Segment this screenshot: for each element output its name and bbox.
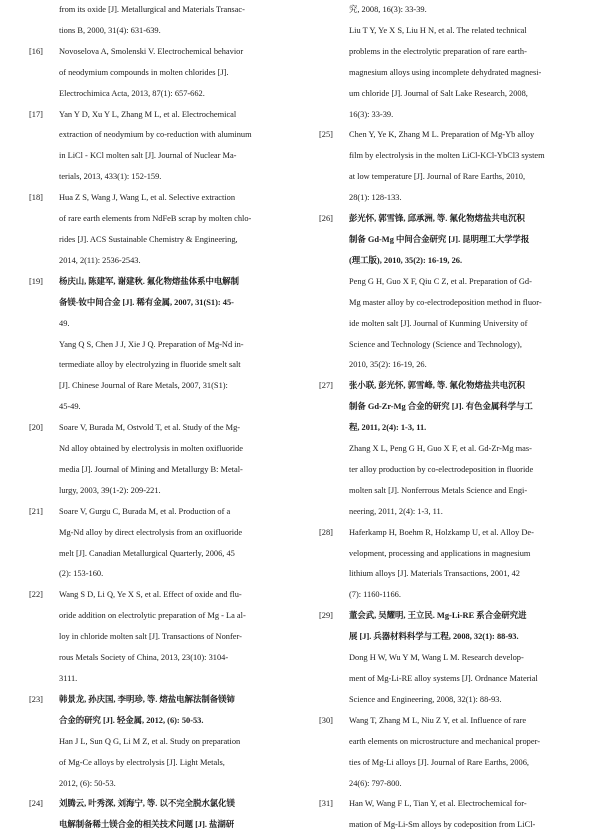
reference-line: Liu T Y, Ye X S, Liu H N, et al. The related technical [349, 25, 527, 35]
reference-entry [27, 42, 289, 105]
reference-line: Soare V, Gurgu C, Burada M, et al. Production of a [59, 506, 231, 516]
reference-entry [27, 690, 289, 795]
reference-number: [28] [319, 527, 333, 537]
reference-line: film by electrolysis in the molten LiCl-KCl-YbCl3 system [349, 151, 545, 161]
reference-line: (7): 1160-1166. [349, 590, 401, 600]
reference-number: [20] [29, 423, 43, 433]
reference-line: Dong H W, Wu Y M, Wang L M. Research develop- [349, 653, 524, 663]
reference-line: Mg master alloy by co-electrodeposition method in fluor- [349, 297, 542, 307]
reference-line: termediate alloy by electrolyzing in fluoride smelt salt [59, 360, 241, 370]
reference-line: 16(3): 33-39. [349, 109, 394, 119]
reference-number: [16] [29, 46, 43, 56]
reference-line: Science and Engineering, 2008, 32(1): 88-93. [349, 694, 502, 704]
reference-line: Wang T, Zhang M L, Niu Z Y, et al. Influence of rare [349, 715, 527, 725]
reference-entry [317, 711, 579, 795]
reference-line: 49. [59, 318, 70, 328]
reference-line: Yan Y D, Xu Y L, Zhang M L, et al. Electrochemical [59, 109, 237, 119]
reference-line: Nd alloy obtained by electrolysis in molten oxifluoride [59, 444, 243, 454]
reference-line: 24(6): 797-800. [349, 778, 402, 788]
reference-line: 备镁-钕中间合金 [J]. 稀有金属, 2007, 31(S1): 45- [59, 297, 234, 307]
reference-line: 展 [J]. 兵器材料科学与工程, 2008, 32(1): 88-93. [349, 632, 519, 642]
reference-line: Haferkamp H, Boehm R, Holzkamp U, et al. Alloy De- [349, 527, 534, 537]
reference-entry [317, 0, 579, 125]
reference-entry [27, 0, 289, 42]
reference-entry [317, 794, 579, 836]
reference-line: of rare earth elements from NdFeB scrap by molten chlo- [59, 214, 252, 224]
reference-line: 制备 Gd-Mg 中间合金研究 [J]. 昆明理工大学学报 [349, 234, 530, 244]
reference-entry [317, 376, 579, 522]
reference-line: Zhang X L, Peng G H, Guo X F, et al. Gd-Zr-Mg mas- [349, 444, 532, 454]
reference-line: of neodymium compounds in molten chlorides [J]. [59, 67, 229, 77]
reference-number: [17] [29, 109, 43, 119]
reference-line: Peng G H, Guo X F, Qiu C Z, et al. Preparation of Gd- [349, 276, 532, 286]
reference-line: oride addition on electrolytic preparation of Mg - La al- [59, 611, 246, 621]
reference-line: 究, 2008, 16(3): 33-39. [349, 5, 427, 14]
reference-line: of Mg-Ce alloys by electrolysis [J]. Light Metals, [59, 757, 225, 767]
reference-line: 2014, 2(11): 2536-2543. [59, 255, 141, 265]
reference-line: (理工版), 2010, 35(2): 16-19, 26. [349, 255, 463, 265]
reference-line: Science and Technology (Science and Technology), [349, 339, 522, 349]
reference-line: [J]. Chinese Journal of Rare Metals, 2007, 31(S1): [59, 381, 228, 391]
reference-line: velopment, processing and applications in magnesium [349, 548, 531, 558]
reference-number: [19] [29, 276, 43, 286]
reference-line: Electrochimica Acta, 2013, 87(1): 657-662. [59, 88, 205, 98]
reference-line: rides [J]. ACS Sustainable Chemistry & Engineering, [59, 234, 238, 244]
reference-number: [30] [319, 715, 333, 725]
reference-line: lithium alloys [J]. Materials Transactions, 2001, 42 [349, 569, 520, 579]
reference-line: (2): 153-160. [59, 569, 104, 579]
reference-line: lurgy, 2003, 39(1-2): 209-221. [59, 485, 161, 495]
reference-line: 28(1): 128-133. [349, 193, 402, 203]
reference-number: [22] [29, 590, 43, 600]
reference-line: Hua Z S, Wang J, Wang L, et al. Selective extraction [59, 193, 236, 203]
reference-line: 董会武, 吴耀明, 王立民. Mg-Li-RE 系合金研究进 [349, 611, 527, 621]
reference-line: in LiCl - KCl molten salt [J]. Journal of Nuclear Ma- [59, 151, 237, 161]
reference-line: media [J]. Journal of Mining and Metallurgy B: Metal- [59, 464, 243, 474]
reference-line: ment of Mg-Li-RE alloy systems [J]. Ordnance Material [349, 674, 538, 683]
reference-line: ties of Mg-Li alloys [J]. Journal of Rare Earths, 2006, [349, 757, 530, 767]
reference-line: 2010, 35(2): 16-19, 26. [349, 360, 427, 370]
reference-number: [23] [29, 694, 43, 704]
reference-entry [27, 585, 289, 690]
reference-line: 刘腾云, 叶秀深, 刘海宁, 等. 以不完全脱水氯化镁 [59, 799, 235, 809]
reference-line: Yang Q S, Chen J J, Xie J Q. Preparation of Mg-Nd in- [59, 339, 244, 349]
reference-line: molten salt [J]. Nonferrous Metals Science and Engi- [349, 485, 528, 495]
reference-line: from its oxide [J]. Metallurgical and Materials Transac- [59, 5, 245, 14]
reference-line: loy in chloride molten salt [J]. Transactions of Nonfer- [59, 632, 242, 642]
reference-line: extraction of neodymium by co-reduction with aluminum [59, 130, 252, 140]
reference-line: 程, 2011, 2(4): 1-3, 11. [349, 423, 427, 433]
reference-line: 张小联, 彭光怀, 郭雪峰, 等. 氟化物熔盐共电沉积 [349, 381, 525, 391]
reference-number: [25] [319, 130, 333, 140]
reference-line: terials, 2013, 433(1): 152-159. [59, 172, 162, 182]
reference-line: earth elements on microstructure and mechanical proper- [349, 736, 540, 746]
reference-line: Wang S D, Li Q, Ye X S, et al. Effect of oxide and flu- [59, 590, 242, 600]
reference-entry [27, 188, 289, 272]
reference-line: problems in the electrolytic preparation of rare earth- [349, 46, 527, 56]
reference-line: Soare V, Burada M, Ostvold T, et al. Study of the Mg- [59, 423, 241, 433]
reference-line: 2012, (6): 50-53. [59, 778, 116, 788]
reference-entry [27, 794, 289, 836]
reference-line: melt [J]. Canadian Metallurgical Quarterly, 2006, 45 [59, 548, 235, 558]
reference-entry [317, 523, 579, 607]
reference-line: 韩景龙, 孙庆国, 李明珍, 等. 熔盐电解法制备镁铈 [59, 694, 235, 704]
reference-line: ter alloy production by co-electrodeposition in fluoride [349, 464, 534, 474]
reference-line: 杨庆山, 陈建军, 谢建秋. 氟化物熔盐体系中电解制 [59, 276, 240, 286]
reference-entry [27, 418, 289, 502]
reference-line: Han J L, Sun Q G, Li M Z, et al. Study on preparation [59, 736, 241, 746]
reference-line: 45-49. [59, 402, 81, 412]
reference-entry [317, 606, 579, 711]
reference-line: magnesium alloys using incomplete dehydrated magnesi- [349, 67, 542, 77]
reference-line: 3111. [59, 674, 78, 683]
reference-number: [24] [29, 799, 43, 809]
reference-number: [26] [319, 214, 333, 224]
reference-number: [27] [319, 381, 333, 391]
reference-line: tions B, 2000, 31(4): 631-639. [59, 25, 161, 35]
reference-line: 彭光怀, 郭雪锋, 邱承洲, 等. 氟化物熔盐共电沉积 [349, 214, 525, 224]
reference-line: Chen Y, Ye K, Zhang M L. Preparation of Mg-Yb alloy [349, 130, 535, 140]
reference-entry [27, 502, 289, 586]
reference-entry [27, 105, 289, 189]
reference-line: rous Metals Society of China, 2013, 23(10): 3104- [59, 653, 229, 663]
reference-entry [27, 272, 289, 418]
reference-line: Novoselova A, Smolenski V. Electrochemical behavior [59, 46, 244, 56]
reference-number: [21] [29, 506, 43, 516]
reference-line: Han W, Wang F L, Tian Y, et al. Electrochemical for- [349, 799, 527, 809]
reference-line: neering, 2011, 2(4): 1-3, 11. [349, 506, 443, 516]
reference-line: Mg-Nd alloy by direct electrolysis from an oxifluoride [59, 527, 243, 537]
reference-number: [31] [319, 799, 333, 809]
reference-line: um chloride [J]. Journal of Salt Lake Research, 2008, [349, 88, 528, 98]
reference-number: [29] [319, 611, 333, 621]
reference-line: mation of Mg-Li-Sm alloys by codeposition from LiCl- [349, 820, 536, 830]
reference-line: 合金的研究 [J]. 轻金属, 2012, (6): 50-53. [59, 715, 204, 725]
reference-line: at low temperature [J]. Journal of Rare Earths, 2010, [349, 172, 526, 182]
reference-line: 制备 Gd-Zr-Mg 合金的研究 [J]. 有色金属科学与工 [349, 402, 533, 412]
reference-line: 电解制备稀土镁合金的相关技术问题 [J]. 盐湖研 [59, 820, 235, 830]
reference-line: ide molten salt [J]. Journal of Kunming University of [349, 318, 528, 328]
reference-entry [317, 209, 579, 376]
reference-entry [317, 125, 579, 209]
reference-number: [18] [29, 193, 43, 203]
